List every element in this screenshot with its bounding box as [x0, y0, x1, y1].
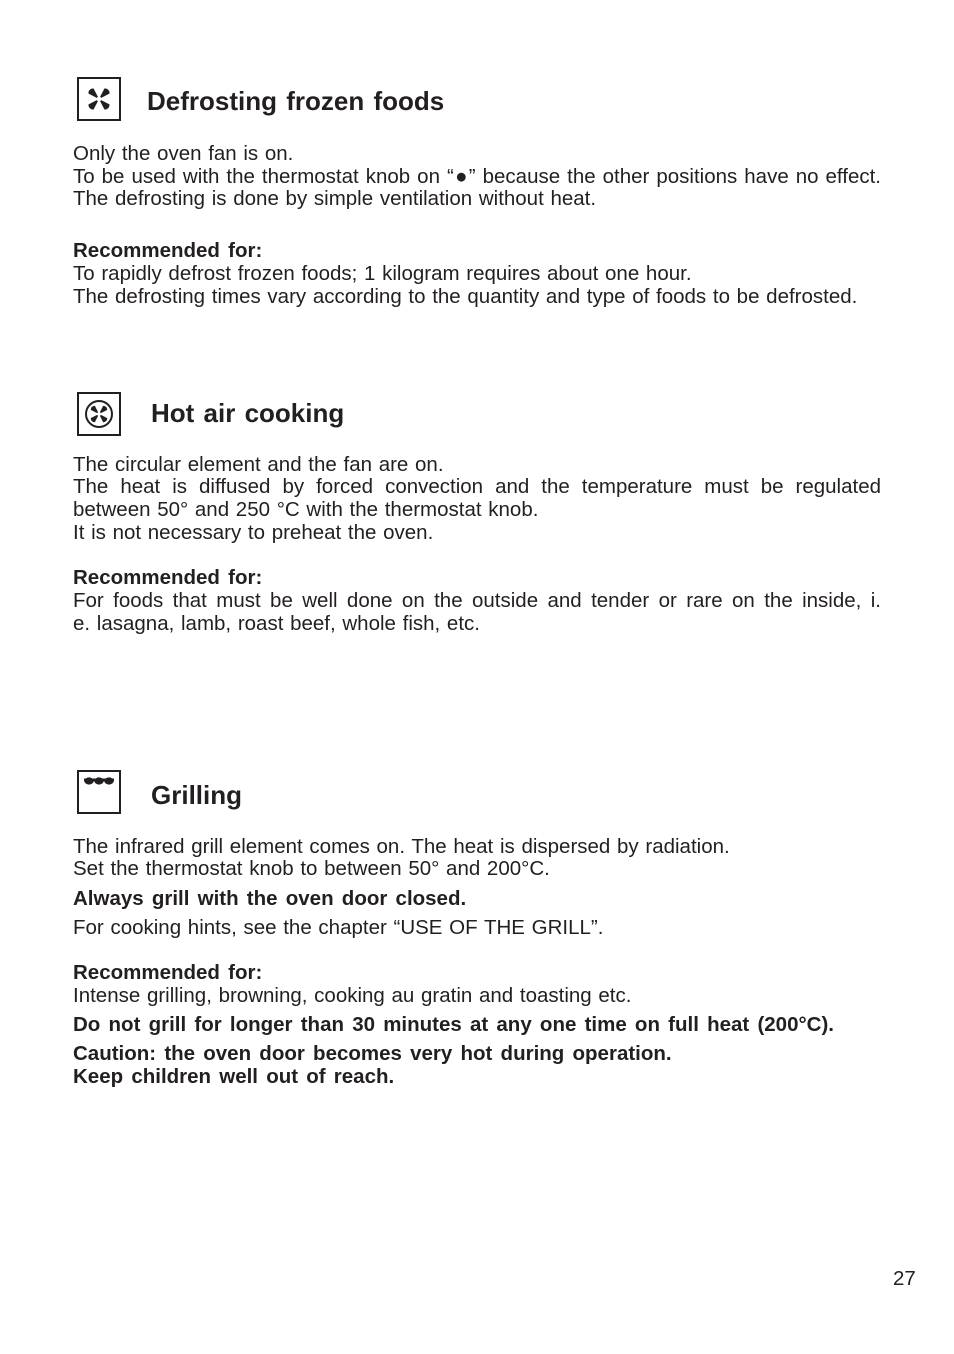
recommended-label: Recommended for:	[73, 239, 263, 262]
intro-line: It is not necessary to preheat the oven.	[73, 521, 434, 544]
grill-icon	[77, 770, 121, 814]
recommended-label: Recommended for:	[73, 961, 263, 984]
hint-text: For cooking hints, see the chapter “USE OF THE GRILL”.	[73, 916, 604, 939]
section-title: Grilling	[151, 780, 242, 810]
intro-line: between 50° and 250 °C with the thermostat knob.	[73, 498, 539, 521]
warning-text: Always grill with the oven door closed.	[73, 887, 467, 910]
recommended-line: e. lasagna, lamb, roast beef, whole fish, etc.	[73, 612, 480, 635]
recommended-line: Intense grilling, browning, cooking au gratin and toasting etc.	[73, 984, 632, 1007]
intro-line: The circular element and the fan are on.	[73, 453, 444, 476]
caution-line: Caution: the oven door becomes very hot during operation.	[73, 1042, 672, 1065]
intro-line: The infrared grill element comes on. The heat is dispersed by radiation.	[73, 835, 730, 858]
defrost-fan-icon	[77, 77, 121, 121]
notice-text: Do not grill for longer than 30 minutes at any one time on full heat (200°C).	[73, 1013, 834, 1036]
intro-line: The heat is diffused by forced convection and the temperature must be regulated	[73, 475, 881, 498]
intro-line: The defrosting is done by simple ventilation without heat.	[73, 187, 597, 210]
recommended-label: Recommended for:	[73, 566, 263, 589]
section-title: Defrosting frozen foods	[147, 86, 445, 116]
intro-line: Set the thermostat knob to between 50° and 200°C.	[73, 857, 550, 880]
caution-line: Keep children well out of reach.	[73, 1065, 395, 1088]
recommended-line: The defrosting times vary according to the quantity and type of foods to be defrosted.	[73, 285, 858, 308]
section-title: Hot air cooking	[151, 398, 345, 428]
hot-air-fan-icon	[77, 392, 121, 436]
recommended-line: For foods that must be well done on the outside and tender or rare on the inside, i.	[73, 589, 881, 612]
page-number: 27	[893, 1267, 916, 1290]
intro-line: To be used with the thermostat knob on “●” because the other positions have no effect.	[73, 165, 881, 188]
intro-line: Only the oven fan is on.	[73, 142, 294, 165]
recommended-line: To rapidly defrost frozen foods; 1 kilogram requires about one hour.	[73, 262, 692, 285]
